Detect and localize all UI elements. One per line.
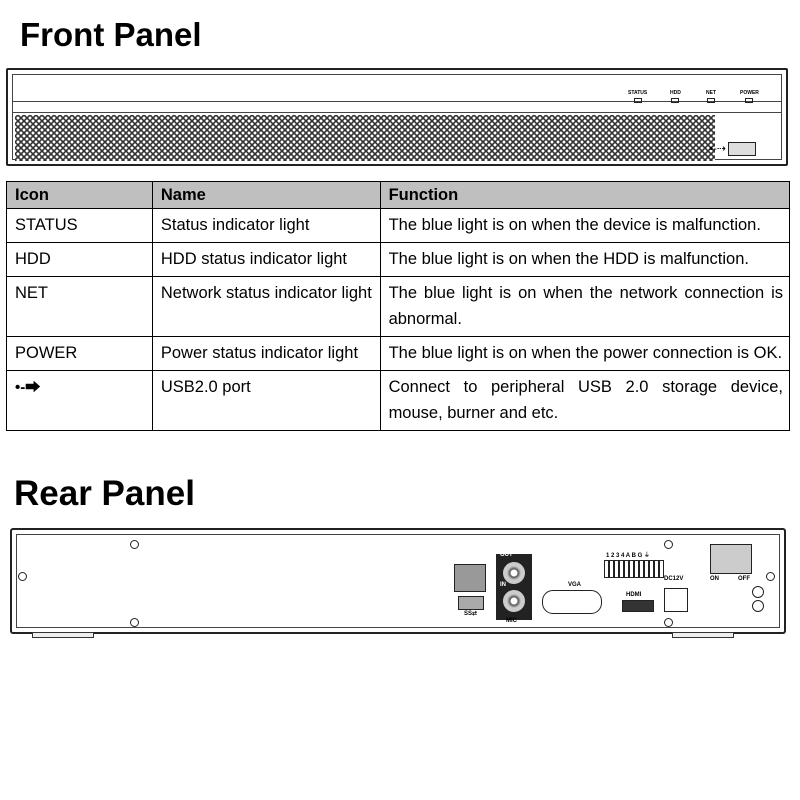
row-function: The blue light is on when the network connection is abnormal. <box>380 277 789 337</box>
rear-panel-diagram <box>10 528 786 634</box>
power-switch <box>710 544 752 574</box>
row-function: The blue light is on when the power connection is OK. <box>380 337 789 371</box>
rubber-foot <box>672 632 734 638</box>
usb3-port <box>458 596 484 610</box>
header-icon: Icon <box>7 182 153 209</box>
table-row <box>7 277 790 337</box>
rj45-port <box>454 564 486 592</box>
net-led-label: NET <box>706 90 716 96</box>
ground-terminal <box>752 600 764 612</box>
status-led <box>628 90 647 103</box>
switch-off-label: OFF <box>738 576 750 582</box>
audio-in-label: IN <box>500 582 506 588</box>
table-row <box>7 243 790 277</box>
mic-label: MIC <box>506 618 517 624</box>
front-panel-title: Front Panel <box>20 16 202 53</box>
row-icon <box>7 371 153 431</box>
vga-label: VGA <box>568 582 582 588</box>
screw-icon <box>664 618 673 627</box>
row-function: Connect to peripheral USB 2.0 storage device, mouse, burner and etc. <box>380 371 789 431</box>
vga-port <box>542 590 602 614</box>
front-usb-port <box>728 142 756 156</box>
row-name: Network status indicator light <box>152 277 380 337</box>
usb-icon: •‐⇢ <box>709 143 726 155</box>
screw-icon <box>130 618 139 627</box>
row-icon: POWER <box>7 337 153 371</box>
usb-icon: •‐⮕ <box>15 379 41 396</box>
power-led-label: POWER <box>740 90 759 96</box>
usb3-label: SS⇄ <box>464 611 478 617</box>
row-function: The blue light is on when the HDD is malfunction. <box>380 243 789 277</box>
table-row <box>7 371 790 431</box>
front-panel-diagram <box>6 68 788 166</box>
dc-label: DC12V <box>664 576 684 582</box>
rear-panel-title: Rear Panel <box>14 474 195 513</box>
row-icon: NET <box>7 277 153 337</box>
screw-icon <box>766 572 775 581</box>
row-name: Power status indicator light <box>152 337 380 371</box>
row-icon: HDD <box>7 243 153 277</box>
hdmi-label: HDMI <box>626 592 642 598</box>
row-name: HDD status indicator light <box>152 243 380 277</box>
table-header-row <box>7 182 790 209</box>
status-led-label: STATUS <box>628 90 648 96</box>
audio-out-label: OUT <box>500 552 513 558</box>
hdmi-port <box>622 600 654 612</box>
screw-icon <box>18 572 27 581</box>
screw-icon <box>664 540 673 549</box>
screw-icon <box>130 540 139 549</box>
terminal-labels: 1 2 3 4 A B G ⏚ <box>606 553 650 559</box>
front-top-strip <box>13 101 781 113</box>
front-panel-table <box>6 181 790 431</box>
header-name: Name <box>152 182 380 209</box>
table-row <box>7 209 790 243</box>
ground-screw-icon <box>752 586 764 598</box>
hdd-led <box>670 90 681 103</box>
table-row <box>7 337 790 371</box>
row-name: USB2.0 port <box>152 371 380 431</box>
dc-power-jack <box>664 588 688 612</box>
power-led <box>740 90 759 103</box>
row-icon: STATUS <box>7 209 153 243</box>
row-function: The blue light is on when the device is malfunction. <box>380 209 789 243</box>
alarm-terminal-block <box>604 560 664 578</box>
header-function: Function <box>380 182 789 209</box>
rubber-foot <box>32 632 94 638</box>
net-led <box>706 90 716 103</box>
front-ventilation-grille <box>15 115 715 161</box>
audio-in-port <box>501 588 527 614</box>
row-name: Status indicator light <box>152 209 380 243</box>
hdd-led-label: HDD <box>670 90 681 96</box>
switch-on-label: ON <box>710 576 719 582</box>
